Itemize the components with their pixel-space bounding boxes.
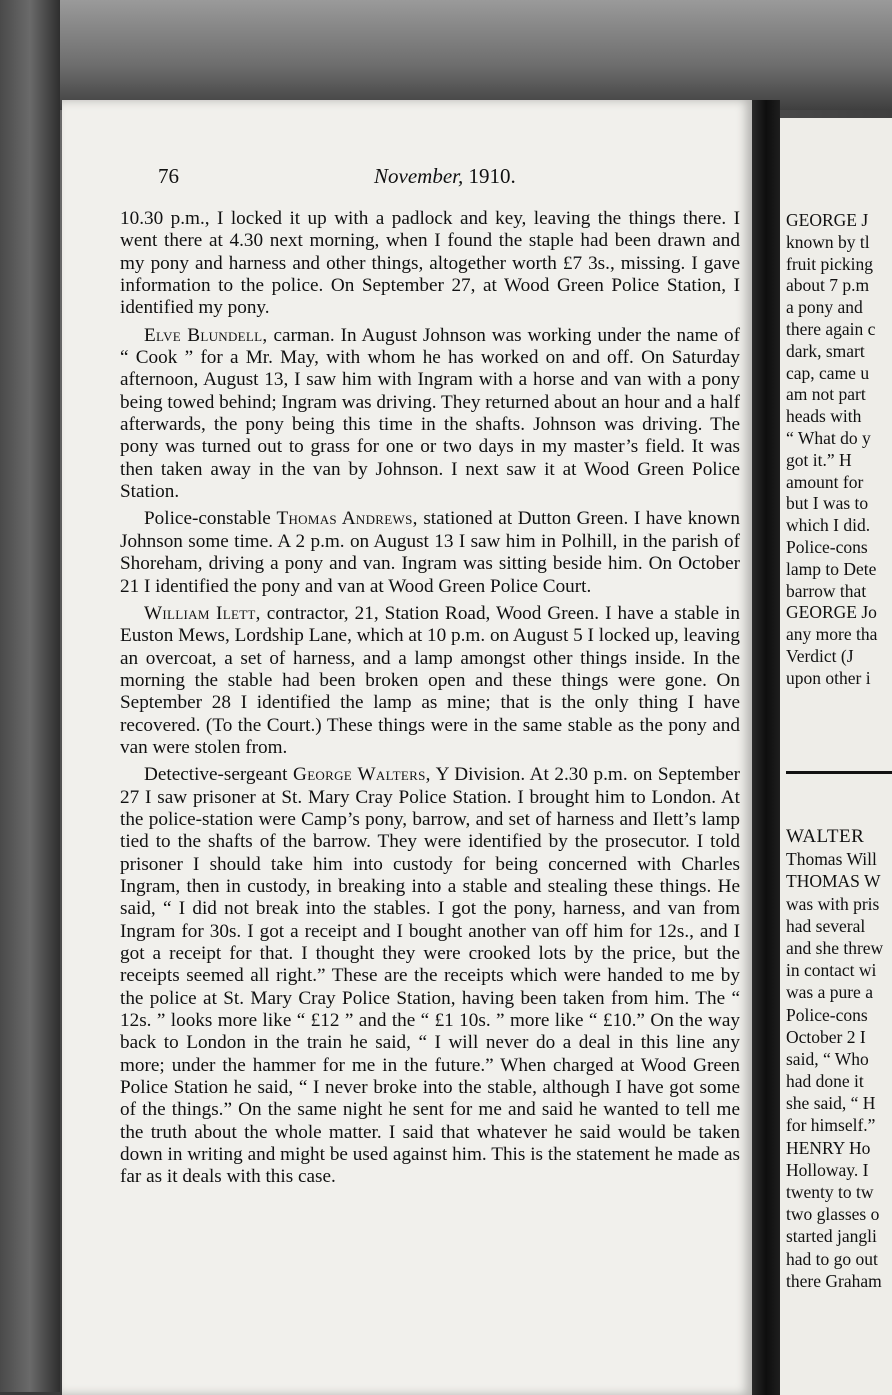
paragraph-text: 10.30 p.m., I locked it up with a padlock and key, leaving the things there. I went there at 4.30 next morning, when I found the staple had been drawn and my pony and harness and other things, altogether worth £7 3s., missing. I gave information to the police. On September 27, at Wood Green Police Station, I identified my pony.: [120, 208, 740, 319]
right-column-line: but I was to: [786, 493, 869, 514]
right-page-column-bottom: [786, 826, 892, 1292]
right-column-line: upon other i: [786, 667, 871, 688]
right-column-line: lamp to Dete: [786, 558, 877, 579]
right-column-line: there again c: [786, 318, 876, 339]
right-column-line: GEORGE Jo: [786, 602, 877, 623]
right-column-line: she said, “ H: [786, 1093, 876, 1114]
right-column-line: barrow that: [786, 580, 867, 601]
right-column-line: about 7 p.m: [786, 275, 870, 296]
right-column-line: WALTER: [786, 826, 865, 847]
right-column-line: Police-cons: [786, 536, 868, 557]
right-column-line: Thomas Will: [786, 849, 877, 870]
right-column-line: Verdict (J: [786, 645, 854, 666]
right-column-line: had done it: [786, 1071, 864, 1092]
page-number: 76: [158, 164, 179, 188]
right-column-line: HENRY Ho: [786, 1137, 871, 1158]
right-column-line: was with pris: [786, 893, 880, 914]
right-column-line: for himself.”: [786, 1115, 876, 1136]
body-text: [120, 208, 740, 1194]
scan-left-edge: [0, 0, 60, 1392]
right-column-line: Police-cons: [786, 1004, 868, 1025]
right-column-line: cap, came u: [786, 362, 870, 383]
right-column-line: which I did.: [786, 515, 871, 536]
witness-rank: Police-constable: [144, 508, 277, 530]
paragraph-witness-andrews: [120, 508, 740, 597]
paragraph-text: stationed at Dutton Green. I have known Johnson some time. A 2 p.m. on August 13 I saw him in Polhill, in the parish of Shoreham, driving a pony and van. Ingram was sitting beside him. On October 21 I identified the pony and van at Wood Green Police Court.: [120, 508, 741, 597]
right-column-line: in contact wi: [786, 960, 877, 981]
witness-name: George Walters,: [293, 764, 431, 786]
witness-name: Elve Blundell,: [144, 324, 268, 346]
right-column-line: had several: [786, 915, 866, 936]
right-column-line: heads with: [786, 406, 862, 427]
paragraph-continuation: [120, 208, 740, 320]
running-head-month: November,: [374, 164, 464, 188]
right-column-line: and she threw: [786, 937, 884, 958]
paragraph-text: contractor, 21, Station Road, Wood Green. I have a stable in Euston Mews, Lordship Lane, which at 10 p.m. on August 5 I locked up, leaving an overcoat, a set of harness, and a lamp amongst other things inside. In the morning the stable had been broken open and these things were gone. On September 28 I identified the lamp as mine; that is the only thing I have recovered. (To the Court.) These things were in the same stable as the pony and van were stolen from.: [120, 602, 741, 758]
right-column-line: a pony and: [786, 297, 863, 318]
book-gutter: [752, 100, 780, 1395]
running-head-year: 1910.: [468, 164, 516, 188]
section-rule: [786, 771, 892, 774]
right-column-line: October 2 I: [786, 1026, 866, 1047]
right-column-line: two glasses o: [786, 1204, 880, 1225]
witness-rank: Detective-sergeant: [144, 764, 294, 786]
right-column-line: fruit picking: [786, 253, 873, 274]
right-column-line: “ What do y: [786, 427, 871, 448]
right-column-line: Holloway. I: [786, 1159, 869, 1180]
right-column-line: twenty to tw: [786, 1182, 874, 1202]
scan-top-edge: [0, 0, 892, 110]
right-column-line: dark, smart: [786, 340, 865, 361]
witness-name: William Ilett,: [144, 602, 261, 624]
right-column-line: amount for: [786, 471, 864, 492]
running-head: [374, 164, 516, 189]
page-header: [158, 164, 698, 198]
right-column-line: said, “ Who: [786, 1048, 869, 1069]
right-column-line: started jangli: [786, 1226, 877, 1247]
witness-name: Thomas Andrews,: [276, 508, 418, 530]
right-column-line: got it.” H: [786, 449, 852, 470]
right-column-line: GEORGE J: [786, 210, 869, 230]
paragraph-witness-ilett: [120, 603, 740, 759]
right-column-line: am not part: [786, 384, 866, 405]
right-column-line: known by tl: [786, 231, 870, 252]
right-page-column-top: [786, 210, 892, 690]
right-column-line: any more tha: [786, 624, 878, 645]
paragraph-witness-walters: [120, 764, 740, 1189]
paragraph-witness-blundell: [120, 325, 740, 504]
paragraph-text: Y Division. At 2.30 p.m. on September 27 I saw prisoner at St. Mary Cray Police Station. I brought him to London. At the police-station were Camp’s pony, barrow, and set of harness and Ilett’s lamp tied to the shafts of the barrow. They were identified by the prosecutor. I told prisoner I should take him into custody for being concerned with Charles Ingram, then in custody, in breaking into a stable and stealing these things. He said, “ I did not break into the stables. I got the pony, harness, and van from Ingram for 30s. I got a receipt and I bought another van off him for 12s., and I got a receipt for that. I thought they were crooked lots by the price, but the receipts seemed all right.” These are the receipts which were handed to me by the police at St. Mary Cray Police Station, having been taken from him. The “ 12s. ” looks more like “ £12 ” and the “ £1 10s. ” more like “ £10.” On the way back to London in the train he said, “ I will never do a deal in this line any more; under the hammer for me in the future.” When charged at Wood Green Police Station he said, “ I never broke into the stable, although I have got some of the things.” On the same night he sent for me and said he wanted to tell me the truth about the whole matter. I said that whatever he said would be taken down in writing and might be used against him. This is the statement he made as far as it deals with this case.: [120, 764, 740, 1188]
right-column-line: had to go out: [786, 1248, 878, 1269]
right-column-line: was a pure a: [786, 982, 873, 1003]
paragraph-text: carman. In August Johnson was working under the name of “ Cook ” for a Mr. May, with whom he has worked on and off. On Saturday afternoon, August 13, I saw him with Ingram with a horse and van with a pony being towed behind; Ingram was driving. They returned about an hour and a half afterwards, the pony being this time in the shafts. Johnson was driving. The pony was turned out to grass for one or two days in my master’s field. It was then taken away in the van by Johnson. I next saw it at Wood Green Police Station.: [120, 324, 740, 503]
right-column-line: there Graham: [786, 1270, 882, 1291]
right-column-line: THOMAS W: [786, 871, 881, 892]
